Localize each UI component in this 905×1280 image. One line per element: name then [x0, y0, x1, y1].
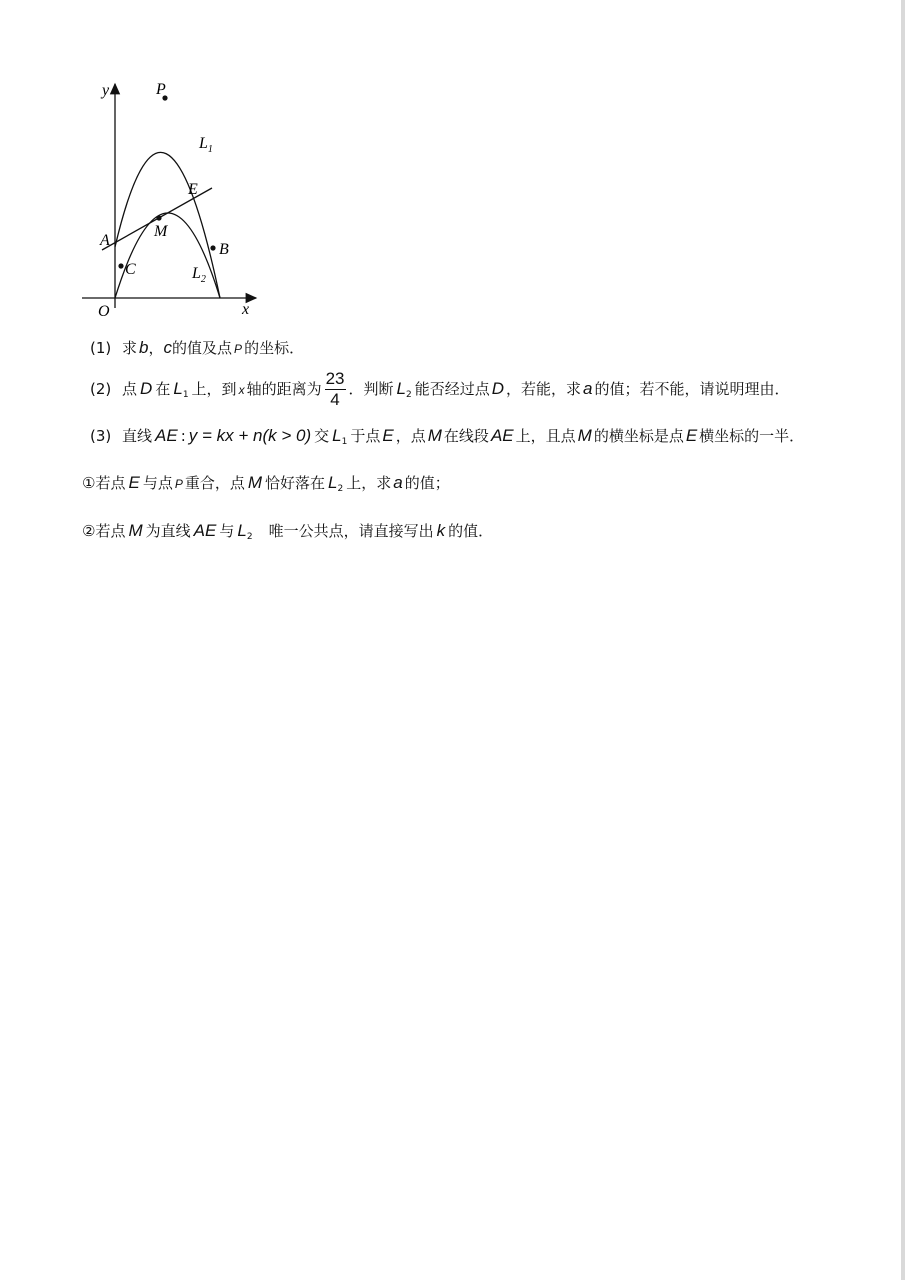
q2-var-D: D — [140, 379, 153, 398]
q3b-var-L2: L — [237, 521, 247, 540]
label-O: O — [98, 303, 110, 320]
label-C: C — [125, 261, 136, 278]
q2-var-a: a — [583, 379, 593, 398]
q3-sub-1: 1 — [341, 437, 348, 447]
q3-equation: y = kx + n — [188, 426, 263, 445]
q3-colon: : — [180, 427, 186, 445]
q3a-text-6: 的值； — [404, 474, 450, 492]
label-A: A — [100, 232, 110, 249]
q3-var-L1: L — [332, 426, 342, 445]
q3-text-8: 横坐标的一半． — [699, 427, 805, 445]
parabola-figure — [70, 70, 270, 330]
q3a-var-a: a — [393, 473, 403, 492]
q3-number: (3) — [90, 427, 112, 445]
question-3 — [90, 425, 804, 453]
label-y: y — [102, 82, 110, 99]
q1-var-P: P — [234, 342, 243, 356]
label-x: x — [242, 301, 250, 318]
q2-text-5: ．判断 — [348, 380, 394, 398]
q1-var-b: b — [139, 338, 149, 357]
q3b-var-k: k — [436, 521, 446, 540]
q3b-sub-2: 2 — [246, 532, 253, 542]
q2-text-8: 的值；若不能，请说明理由． — [594, 380, 790, 398]
q2-number: (2) — [90, 380, 112, 398]
q2-text-2: 在 — [155, 380, 171, 398]
q3-text-5: 在线段 — [443, 427, 489, 445]
point-M — [156, 215, 161, 220]
q3b-text-5: 的值． — [448, 522, 494, 540]
q1-text-2: 的值及点 — [172, 339, 233, 357]
q2-sub-2: 2 — [405, 390, 412, 400]
question-3-part-2 — [82, 520, 493, 548]
q2-var-D2: D — [491, 379, 505, 398]
q3-text-1: 直线 — [122, 427, 153, 445]
figure-svg — [70, 70, 270, 330]
q2-text-7: ，若能，求 — [506, 380, 582, 398]
label-E: E — [188, 181, 198, 198]
q3b-text-4: 唯一公共点，请直接写出 — [268, 522, 434, 540]
q3-text-4: ，点 — [395, 427, 426, 445]
q2-var-x: x — [238, 383, 245, 397]
q2-frac-den: 4 — [330, 390, 340, 409]
q3a-sub-2: 2 — [337, 484, 344, 494]
q1-text-1: 求 — [122, 339, 138, 357]
q3b-var-AE: AE — [193, 521, 217, 540]
q3-var-E: E — [382, 426, 394, 445]
q1-var-c: c — [163, 338, 173, 357]
q3b-text-1: 若点 — [95, 522, 126, 540]
q3a-text-4: 恰好落在 — [265, 474, 326, 492]
label-L2: $L_2$ — [192, 265, 206, 285]
q3b-circle-number: ② — [82, 522, 96, 540]
q3-text-2: 交 — [314, 427, 330, 445]
q2-text-4: 轴的距离为 — [246, 380, 322, 398]
q3a-var-P: P — [174, 477, 183, 491]
q2-var-L1: L — [173, 379, 183, 398]
q1-text-3: 的坐标． — [244, 339, 305, 357]
q1-comma: ， — [148, 339, 164, 357]
q3-var-AE2: AE — [490, 426, 514, 445]
q3a-text-3: 重合，点 — [184, 474, 245, 492]
point-B — [210, 245, 215, 250]
label-B: B — [219, 241, 229, 258]
q3b-text-2: 为直线 — [145, 522, 191, 540]
q3a-text-5: 上，求 — [346, 474, 392, 492]
q3a-circle-number: ① — [82, 474, 96, 492]
label-M: M — [154, 223, 168, 240]
q1-number: (1) — [90, 339, 112, 357]
q3-condition: (k > 0) — [262, 426, 312, 445]
q3-text-7: 的横坐标是点 — [593, 427, 684, 445]
q2-frac-num: 23 — [325, 369, 345, 388]
q3-text-6: 上，且点 — [515, 427, 576, 445]
q3b-text-3: 与 — [219, 522, 235, 540]
point-C — [118, 263, 123, 268]
q3-var-M2: M — [577, 426, 592, 445]
q3a-var-E: E — [128, 473, 140, 492]
q3-var-M: M — [427, 426, 442, 445]
label-L1: $L_1$ — [199, 135, 213, 155]
q3b-var-M: M — [128, 521, 143, 540]
q2-fraction — [325, 369, 346, 410]
q3a-var-L2: L — [328, 473, 338, 492]
question-3-part-1 — [82, 472, 450, 500]
q3-var-AE: AE — [155, 426, 178, 445]
q2-text-3: 上，到 — [191, 380, 237, 398]
q2-text-1: 点 — [122, 380, 138, 398]
q2-sub-1: 1 — [182, 390, 189, 400]
question-1 — [90, 337, 304, 360]
q3-var-E2: E — [685, 426, 698, 445]
q3a-var-M: M — [247, 473, 263, 492]
q3a-text-1: 若点 — [95, 474, 126, 492]
label-P: P — [156, 81, 166, 98]
q2-var-L2: L — [396, 379, 406, 398]
q2-text-6: 能否经过点 — [414, 380, 490, 398]
page-edge — [901, 0, 905, 1280]
parabola-L2 — [115, 213, 220, 298]
question-2 — [90, 366, 790, 418]
q3a-text-2: 与点 — [142, 474, 173, 492]
q3-text-3: 于点 — [350, 427, 381, 445]
